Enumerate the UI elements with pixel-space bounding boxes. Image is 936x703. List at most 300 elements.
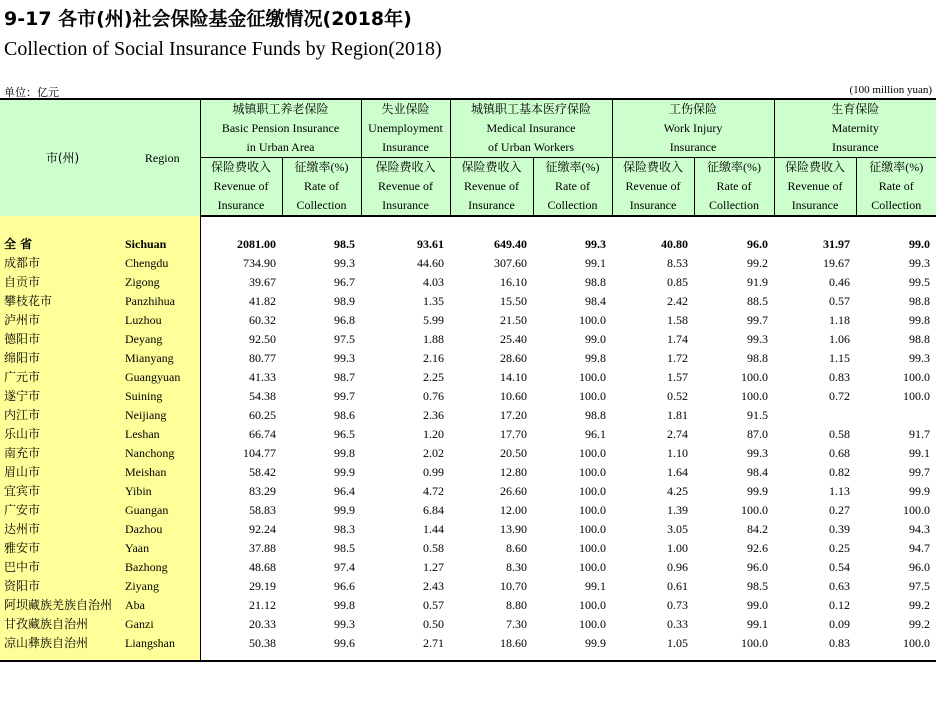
subheader-rate-en2: Collection <box>547 198 598 212</box>
value-cell: 1.05 <box>667 636 689 650</box>
value-cell: 10.70 <box>500 579 527 593</box>
value-cell: 92.6 <box>747 541 769 555</box>
value-cell: 0.57 <box>829 294 851 308</box>
value-cell: 96.0 <box>747 560 769 574</box>
value-cell: 100.0 <box>903 370 931 384</box>
subheader-revenue-en2: Insurance <box>217 198 265 212</box>
value-cell <box>856 406 936 425</box>
table-row <box>0 501 936 520</box>
unit-label-cn: 单位：亿元 <box>4 86 59 99</box>
header-group-medical-cn: 城镇职工基本医疗保险 <box>471 102 592 116</box>
table-row <box>0 387 936 406</box>
header-group-unemployment-cn: 失业保险 <box>381 102 430 116</box>
value-cell: 0.50 <box>423 617 444 631</box>
value-cell: 12.00 <box>500 503 527 517</box>
value-cell: 1.44 <box>423 522 444 536</box>
city-cell: 阿坝藏族羌族自治州 <box>0 596 125 615</box>
header-group-unemployment <box>361 99 450 158</box>
city-cell: 泸州市 <box>0 311 125 330</box>
region-cell: Dazhou <box>125 520 200 539</box>
value-cell: 29.19 <box>249 579 276 593</box>
value-cell: 100.0 <box>579 484 607 498</box>
region-cell: Yaan <box>125 539 200 558</box>
value-cell: 307.60 <box>494 256 527 270</box>
value-cell: 96.5 <box>334 427 355 441</box>
value-cell: 100.0 <box>579 446 607 460</box>
value-cell: 100.0 <box>579 617 607 631</box>
table-row <box>0 368 936 387</box>
value-cell: 21.12 <box>249 598 276 612</box>
region-cell: Nanchong <box>125 444 200 463</box>
value-cell: 100.0 <box>741 503 769 517</box>
city-cell: 成都市 <box>0 254 125 273</box>
value-cell: 19.67 <box>823 256 851 270</box>
unit-label-en: (100 million yuan) <box>849 84 932 96</box>
value-cell: 2.42 <box>667 294 689 308</box>
table-row <box>0 558 936 577</box>
value-cell: 97.5 <box>334 332 355 346</box>
region-cell: Chengdu <box>125 254 200 273</box>
header-group-medical-en2: of Urban Workers <box>487 140 575 154</box>
value-cell: 1.35 <box>423 294 444 308</box>
region-cell: Guangyuan <box>125 368 200 387</box>
value-cell: 99.3 <box>334 351 355 365</box>
value-cell: 99.3 <box>334 617 355 631</box>
value-cell: 99.2 <box>909 617 931 631</box>
value-cell: 1.10 <box>667 446 689 460</box>
value-cell: 1.74 <box>667 332 689 346</box>
value-cell: 100.0 <box>903 503 931 517</box>
value-cell: 96.8 <box>334 313 355 327</box>
value-cell: 98.8 <box>909 294 931 308</box>
value-cell: 2.71 <box>423 636 444 650</box>
city-cell: 全 省 <box>0 235 125 254</box>
table-row <box>0 425 936 444</box>
region-cell: Liangshan <box>125 634 200 653</box>
table-row <box>0 615 936 634</box>
value-cell: 100.0 <box>579 389 607 403</box>
table-row <box>0 463 936 482</box>
value-cell: 99.8 <box>334 446 355 460</box>
value-cell: 10.60 <box>500 389 527 403</box>
value-cell: 0.99 <box>423 465 444 479</box>
value-cell: 99.8 <box>909 313 931 327</box>
region-cell: Ganzi <box>125 615 200 634</box>
city-cell: 德阳市 <box>0 330 125 349</box>
value-cell: 0.39 <box>829 522 851 536</box>
subheader-rate-en2: Collection <box>709 198 760 212</box>
value-cell: 99.8 <box>334 598 355 612</box>
value-cell: 8.30 <box>506 560 527 574</box>
value-cell: 8.53 <box>667 256 689 270</box>
value-cell: 96.0 <box>909 560 931 574</box>
subheader-revenue-en2: Insurance <box>382 198 429 212</box>
value-cell: 1.72 <box>667 351 689 365</box>
value-cell: 0.12 <box>829 598 851 612</box>
table-row <box>0 273 936 292</box>
value-cell: 28.60 <box>500 351 527 365</box>
region-cell: Luzhou <box>125 311 200 330</box>
region-cell: Yibin <box>125 482 200 501</box>
subheader-rate-cn: 征缴率(%) <box>294 160 349 174</box>
city-cell: 南充市 <box>0 444 125 463</box>
value-cell: 99.3 <box>909 256 931 270</box>
value-cell: 2.74 <box>667 427 689 441</box>
value-cell: 83.29 <box>249 484 276 498</box>
subheader-revenue-cn: 保险费收入 <box>785 160 846 174</box>
spacer-cell <box>125 216 200 235</box>
value-cell: 99.7 <box>747 313 769 327</box>
value-cell: 100.0 <box>579 522 607 536</box>
subheader-rate-cn: 征缴率(%) <box>545 160 600 174</box>
value-cell: 0.85 <box>667 275 689 289</box>
value-cell: 99.3 <box>747 332 769 346</box>
value-cell: 100.0 <box>741 389 769 403</box>
city-cell: 宜宾市 <box>0 482 125 501</box>
region-cell: Panzhihua <box>125 292 200 311</box>
subheader-revenue-en2: Insurance <box>468 198 515 212</box>
value-cell: 99.3 <box>909 351 931 365</box>
value-cell: 99.2 <box>747 256 769 270</box>
region-cell: Suining <box>125 387 200 406</box>
value-cell: 100.0 <box>579 465 607 479</box>
value-cell: 15.50 <box>500 294 527 308</box>
value-cell: 0.09 <box>829 617 851 631</box>
subheader-revenue-en1: Revenue of <box>464 179 519 193</box>
value-cell: 58.83 <box>249 503 276 517</box>
value-cell: 99.0 <box>747 598 769 612</box>
city-cell: 凉山彝族自治州 <box>0 634 125 653</box>
value-cell: 7.30 <box>506 617 527 631</box>
value-cell: 98.8 <box>747 351 769 365</box>
value-cell: 18.60 <box>500 636 527 650</box>
header-group-pension-en2: in Urban Area <box>246 140 315 154</box>
value-cell: 12.80 <box>500 465 527 479</box>
table-title-cn: 9-17 各市(州)社会保险基金征缴情况(2018年) <box>4 8 412 30</box>
region-cell: Guangan <box>125 501 200 520</box>
value-cell: 98.5 <box>334 237 355 251</box>
value-cell: 93.61 <box>417 237 444 251</box>
value-cell: 104.77 <box>243 446 276 460</box>
subheader-revenue-en1: Revenue of <box>625 179 681 193</box>
value-cell: 92.50 <box>249 332 276 346</box>
subheader-revenue-cn: 保险费收入 <box>210 160 271 174</box>
subheader-rate-en2: Collection <box>296 198 347 212</box>
subheader-revenue <box>200 158 282 217</box>
value-cell: 14.10 <box>500 370 527 384</box>
value-cell: 99.1 <box>909 446 931 460</box>
value-cell: 0.83 <box>829 370 851 384</box>
value-cell: 99.7 <box>334 389 355 403</box>
value-cell: 1.27 <box>423 560 444 574</box>
value-cell: 0.27 <box>829 503 851 517</box>
value-cell: 0.58 <box>829 427 851 441</box>
value-cell: 91.5 <box>747 408 769 422</box>
value-cell: 0.46 <box>829 275 851 289</box>
value-cell: 1.81 <box>667 408 689 422</box>
city-cell: 雅安市 <box>0 539 125 558</box>
value-cell: 84.2 <box>747 522 769 536</box>
value-cell: 98.4 <box>585 294 607 308</box>
value-cell: 25.40 <box>500 332 527 346</box>
table-body <box>0 216 936 661</box>
region-cell: Meishan <box>125 463 200 482</box>
value-cell: 37.88 <box>249 541 276 555</box>
city-cell: 资阳市 <box>0 577 125 596</box>
table-row <box>0 349 936 368</box>
subheader-revenue-cn: 保险费收入 <box>375 160 436 174</box>
value-cell: 16.10 <box>500 275 527 289</box>
value-cell: 0.57 <box>423 598 444 612</box>
table-row <box>0 577 936 596</box>
region-cell: Mianyang <box>125 349 200 368</box>
value-cell: 1.39 <box>667 503 689 517</box>
value-cell: 0.63 <box>829 579 851 593</box>
value-cell: 41.82 <box>249 294 276 308</box>
subheader-revenue-en1: Revenue of <box>787 179 843 193</box>
value-cell: 100.0 <box>579 313 607 327</box>
value-cell: 99.9 <box>334 465 355 479</box>
header-group-unemployment-en2: Insurance <box>382 140 429 154</box>
value-cell: 100.0 <box>903 389 931 403</box>
region-cell: Leshan <box>125 425 200 444</box>
value-cell: 100.0 <box>579 560 607 574</box>
value-cell: 0.54 <box>829 560 851 574</box>
value-cell <box>774 406 856 425</box>
subheader-rate-en2: Collection <box>871 198 922 212</box>
subheader-revenue <box>361 158 450 217</box>
value-cell: 5.99 <box>423 313 444 327</box>
spacer-cell <box>125 653 200 661</box>
subheader-revenue-en1: Revenue of <box>213 179 269 193</box>
table-header <box>0 99 936 216</box>
value-cell: 96.4 <box>334 484 355 498</box>
value-cell: 2081.00 <box>237 237 276 251</box>
subheader-rate-en1: Rate of <box>555 179 590 193</box>
value-cell: 94.3 <box>909 522 931 536</box>
value-cell: 100.0 <box>579 541 607 555</box>
value-cell: 58.42 <box>249 465 276 479</box>
city-cell: 广元市 <box>0 368 125 387</box>
value-cell: 98.8 <box>585 408 607 422</box>
subheader-rate <box>856 158 936 217</box>
header-group-work-injury-en1: Work Injury <box>663 121 723 135</box>
value-cell: 98.8 <box>909 332 931 346</box>
city-cell: 达州市 <box>0 520 125 539</box>
city-cell: 自贡市 <box>0 273 125 292</box>
value-cell: 100.0 <box>741 636 769 650</box>
region-cell: Deyang <box>125 330 200 349</box>
value-cell: 649.40 <box>494 237 527 251</box>
city-cell: 攀枝花市 <box>0 292 125 311</box>
value-cell: 13.90 <box>500 522 527 536</box>
value-cell: 98.5 <box>334 541 355 555</box>
city-cell: 眉山市 <box>0 463 125 482</box>
value-cell: 99.8 <box>585 351 607 365</box>
region-cell: Neijiang <box>125 406 200 425</box>
subheader-revenue-en2: Insurance <box>791 198 839 212</box>
city-cell: 巴中市 <box>0 558 125 577</box>
value-cell: 100.0 <box>741 370 769 384</box>
value-cell: 99.0 <box>585 332 607 346</box>
value-cell: 100.0 <box>579 370 607 384</box>
header-group-work-injury-en2: Insurance <box>669 140 717 154</box>
value-cell: 98.7 <box>334 370 355 384</box>
value-cell: 99.7 <box>909 465 931 479</box>
value-cell: 1.20 <box>423 427 444 441</box>
value-cell: 0.52 <box>667 389 689 403</box>
subheader-rate-en1: Rate of <box>716 179 752 193</box>
value-cell: 1.00 <box>667 541 689 555</box>
subheader-rate <box>282 158 361 217</box>
value-cell: 44.60 <box>417 256 444 270</box>
header-group-pension <box>200 99 361 158</box>
table-row <box>0 596 936 615</box>
subheader-rate-cn: 征缴率(%) <box>869 160 924 174</box>
value-cell: 50.38 <box>249 636 276 650</box>
table-row <box>0 292 936 311</box>
subheader-revenue-en1: Revenue of <box>378 179 433 193</box>
value-cell: 92.24 <box>249 522 276 536</box>
value-cell: 1.58 <box>667 313 689 327</box>
subheader-revenue-cn: 保险费收入 <box>461 160 522 174</box>
subheader-rate-cn: 征缴率(%) <box>707 160 762 174</box>
value-cell: 80.77 <box>249 351 276 365</box>
value-cell: 99.9 <box>747 484 769 498</box>
header-city: 市(州) <box>0 99 125 216</box>
subheader-revenue <box>450 158 533 217</box>
region-cell: Sichuan <box>125 235 200 254</box>
value-cell: 98.8 <box>585 275 607 289</box>
header-group-work-injury-cn: 工伤保险 <box>669 102 718 116</box>
value-cell: 99.5 <box>909 275 931 289</box>
spacer-cell <box>200 653 936 661</box>
value-cell: 99.3 <box>334 256 355 270</box>
value-cell: 20.50 <box>500 446 527 460</box>
value-cell: 6.84 <box>423 503 444 517</box>
value-cell: 97.5 <box>909 579 931 593</box>
value-cell: 98.9 <box>334 294 355 308</box>
value-cell: 1.13 <box>829 484 851 498</box>
value-cell: 99.1 <box>585 256 607 270</box>
table-row <box>0 482 936 501</box>
table-row-total <box>0 235 936 254</box>
table-row <box>0 311 936 330</box>
value-cell: 60.25 <box>249 408 276 422</box>
value-cell: 40.80 <box>661 237 689 251</box>
value-cell: 0.33 <box>667 617 689 631</box>
subheader-revenue <box>612 158 694 217</box>
value-cell: 66.74 <box>249 427 276 441</box>
value-cell: 0.96 <box>667 560 689 574</box>
value-cell: 94.7 <box>909 541 931 555</box>
value-cell: 734.90 <box>243 256 276 270</box>
value-cell: 100.0 <box>579 503 607 517</box>
value-cell: 20.33 <box>249 617 276 631</box>
value-cell: 1.15 <box>829 351 851 365</box>
value-cell: 0.58 <box>423 541 444 555</box>
value-cell: 4.72 <box>423 484 444 498</box>
value-cell: 0.73 <box>667 598 689 612</box>
value-cell: 0.68 <box>829 446 851 460</box>
value-cell: 17.20 <box>500 408 527 422</box>
value-cell: 1.88 <box>423 332 444 346</box>
value-cell: 2.16 <box>423 351 444 365</box>
spacer-cell <box>0 216 125 235</box>
value-cell: 0.83 <box>829 636 851 650</box>
header-region: Region <box>125 99 200 216</box>
header-group-pension-en1: Basic Pension Insurance <box>221 121 340 135</box>
value-cell: 2.36 <box>423 408 444 422</box>
subheader-rate-en1: Rate of <box>878 179 914 193</box>
table-row <box>0 444 936 463</box>
value-cell: 98.3 <box>334 522 355 536</box>
value-cell: 48.68 <box>249 560 276 574</box>
spacer-cell <box>200 216 936 235</box>
table-title-en: Collection of Social Insurance Funds by Region(2018) <box>4 38 442 60</box>
region-cell: Aba <box>125 596 200 615</box>
value-cell: 99.1 <box>585 579 607 593</box>
city-cell: 乐山市 <box>0 425 125 444</box>
value-cell: 0.25 <box>829 541 851 555</box>
value-cell: 99.9 <box>334 503 355 517</box>
value-cell: 60.32 <box>249 313 276 327</box>
city-cell: 绵阳市 <box>0 349 125 368</box>
value-cell: 96.6 <box>334 579 355 593</box>
value-cell: 2.43 <box>423 579 444 593</box>
subheader-revenue <box>774 158 856 217</box>
value-cell: 99.9 <box>585 636 607 650</box>
value-cell: 39.67 <box>249 275 276 289</box>
region-cell: Zigong <box>125 273 200 292</box>
value-cell: 0.82 <box>829 465 851 479</box>
table-row <box>0 406 936 425</box>
value-cell: 99.9 <box>909 484 931 498</box>
header-group-pension-cn: 城镇职工养老保险 <box>232 102 329 116</box>
value-cell: 31.97 <box>823 237 851 251</box>
value-cell: 3.05 <box>667 522 689 536</box>
table-row <box>0 634 936 653</box>
subheader-revenue-en2: Insurance <box>629 198 677 212</box>
value-cell: 0.76 <box>423 389 444 403</box>
value-cell: 99.3 <box>747 446 769 460</box>
value-cell: 98.4 <box>747 465 769 479</box>
table-row <box>0 539 936 558</box>
header-group-work-injury <box>612 99 774 158</box>
header-group-maternity-en1: Maternity <box>831 121 879 135</box>
value-cell: 87.0 <box>747 427 769 441</box>
insurance-table <box>0 98 936 662</box>
value-cell: 1.18 <box>829 313 851 327</box>
header-group-maternity-cn: 生育保险 <box>831 102 880 116</box>
value-cell: 21.50 <box>500 313 527 327</box>
table-row <box>0 254 936 273</box>
value-cell: 26.60 <box>500 484 527 498</box>
value-cell: 1.64 <box>667 465 689 479</box>
value-cell: 54.38 <box>249 389 276 403</box>
header-group-maternity <box>774 99 936 158</box>
city-cell: 广安市 <box>0 501 125 520</box>
table-row <box>0 520 936 539</box>
value-cell: 100.0 <box>903 636 931 650</box>
city-cell: 甘孜藏族自治州 <box>0 615 125 634</box>
value-cell: 1.57 <box>667 370 689 384</box>
value-cell: 91.7 <box>909 427 931 441</box>
subheader-rate-en1: Rate of <box>304 179 339 193</box>
value-cell: 97.4 <box>334 560 355 574</box>
subheader-rate <box>533 158 612 217</box>
subheader-revenue-cn: 保险费收入 <box>623 160 684 174</box>
